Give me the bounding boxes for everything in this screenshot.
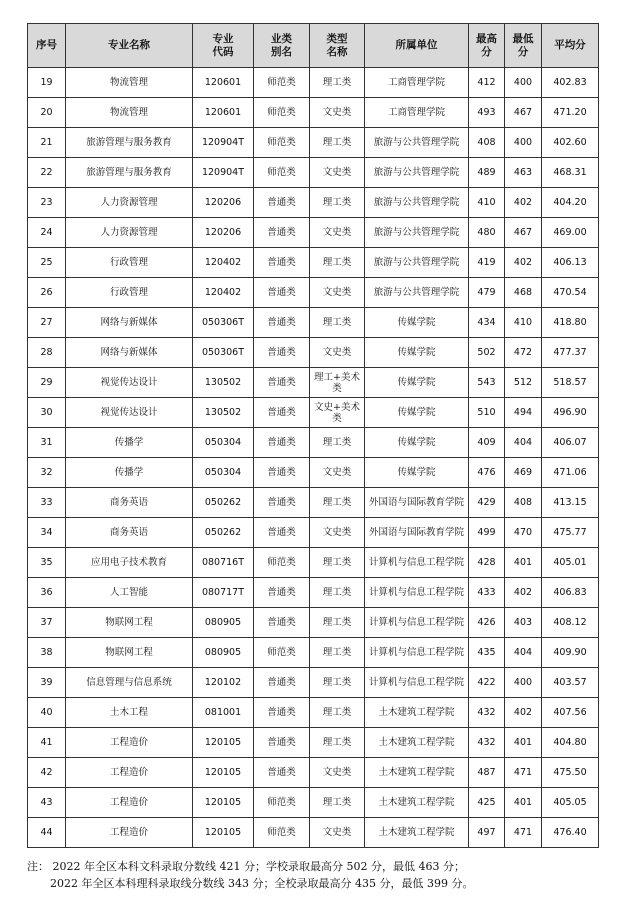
cell-major-code: 050304 [193,458,254,488]
cell-avg-score: 413.15 [542,488,599,518]
cell-major-name: 网络与新媒体 [66,338,193,368]
cell-no: 36 [28,578,66,608]
cell-category: 普通类 [254,398,310,428]
cell-type: 理工类 [310,308,365,338]
cell-max-score: 419 [469,248,505,278]
cell-no: 29 [28,368,66,398]
cell-avg-score: 404.20 [542,188,599,218]
cell-major-code: 050304 [193,428,254,458]
header-no [28,24,66,68]
header-major-name [66,24,193,68]
cell-no: 32 [28,458,66,488]
cell-no: 19 [28,68,66,98]
header-text: 名称 [326,45,348,58]
cell-type: 理工类 [310,428,365,458]
header-text: 业类 [271,32,292,45]
cell-category: 普通类 [254,488,310,518]
cell-major-code: 130502 [193,368,254,398]
header-text: 专业 [212,32,234,45]
cell-avg-score: 407.56 [542,698,599,728]
cell-no: 21 [28,128,66,158]
cell-avg-score: 408.12 [542,608,599,638]
cell-major-name: 旅游管理与服务教育 [66,128,193,158]
admission-scores-table [27,23,599,848]
cell-avg-score: 402.83 [542,68,599,98]
cell-min-score: 408 [505,488,542,518]
table-row [28,218,599,248]
table-row [28,788,599,818]
cell-major-code: 081001 [193,698,254,728]
table-row [28,368,599,398]
cell-min-score: 494 [505,398,542,428]
table-row [28,68,599,98]
cell-category: 师范类 [254,68,310,98]
cell-type: 理工类 [310,128,365,158]
cell-category: 普通类 [254,758,310,788]
cell-max-score: 408 [469,128,505,158]
cell-category: 普通类 [254,608,310,638]
cell-unit: 工商管理学院 [365,98,469,128]
cell-min-score: 463 [505,158,542,188]
cell-avg-score: 406.13 [542,248,599,278]
cell-min-score: 470 [505,518,542,548]
cell-category: 普通类 [254,338,310,368]
cell-category: 普通类 [254,308,310,338]
table-row [28,248,599,278]
header-text: 别名 [271,45,292,58]
cell-major-name: 视觉传达设计 [66,368,193,398]
cell-type: 理工类 [310,578,365,608]
header-category [254,24,310,68]
cell-no: 38 [28,638,66,668]
header-min-score [505,24,542,68]
cell-max-score: 480 [469,218,505,248]
table-row [28,668,599,698]
cell-avg-score: 406.83 [542,578,599,608]
cell-type: 理工类 [310,608,365,638]
cell-unit: 计算机与信息工程学院 [365,548,469,578]
cell-unit: 旅游与公共管理学院 [365,218,469,248]
cell-unit: 旅游与公共管理学院 [365,158,469,188]
cell-unit: 外国语与国际教育学院 [365,518,469,548]
cell-max-score: 434 [469,308,505,338]
header-text: 最低 [512,32,534,45]
cell-major-name: 商务英语 [66,518,193,548]
cell-major-code: 120601 [193,98,254,128]
footnote-line-2: 2022 年全区本科理科录取线分数线 343 分；全校录取最高分 435 分，最低 399 分。 [50,877,474,890]
cell-no: 25 [28,248,66,278]
cell-type: 文史类 [310,758,365,788]
cell-no: 43 [28,788,66,818]
cell-no: 26 [28,278,66,308]
cell-major-name: 网络与新媒体 [66,308,193,338]
cell-category: 普通类 [254,578,310,608]
table-row [28,278,599,308]
cell-major-name: 应用电子技术教育 [66,548,193,578]
cell-max-score: 426 [469,608,505,638]
header-text: 分 [481,45,492,58]
cell-major-code: 050262 [193,488,254,518]
cell-no: 27 [28,308,66,338]
cell-max-score: 432 [469,728,505,758]
cell-unit: 计算机与信息工程学院 [365,608,469,638]
cell-major-name: 传播学 [66,458,193,488]
cell-max-score: 425 [469,788,505,818]
cell-major-code: 080905 [193,608,254,638]
cell-no: 22 [28,158,66,188]
cell-major-name: 行政管理 [66,278,193,308]
cell-major-name: 信息管理与信息系统 [66,668,193,698]
cell-category: 普通类 [254,698,310,728]
table-row [28,488,599,518]
cell-major-name: 物联网工程 [66,608,193,638]
table-row [28,428,599,458]
cell-max-score: 487 [469,758,505,788]
cell-major-code: 120206 [193,218,254,248]
cell-max-score: 429 [469,488,505,518]
cell-major-code: 120102 [193,668,254,698]
cell-major-code: 120402 [193,248,254,278]
table-row [28,98,599,128]
table-row [28,188,599,218]
cell-no: 31 [28,428,66,458]
cell-major-name: 旅游管理与服务教育 [66,158,193,188]
cell-avg-score: 476.40 [542,818,599,848]
cell-no: 37 [28,608,66,638]
cell-no: 41 [28,728,66,758]
table-row [28,578,599,608]
cell-min-score: 410 [505,308,542,338]
cell-major-code: 080717T [193,578,254,608]
cell-max-score: 435 [469,638,505,668]
cell-avg-score: 470.54 [542,278,599,308]
cell-no: 28 [28,338,66,368]
cell-type: 文史类 [310,158,365,188]
footnote [27,858,607,892]
cell-category: 普通类 [254,278,310,308]
cell-unit: 土木建筑工程学院 [365,728,469,758]
cell-avg-score: 477.37 [542,338,599,368]
cell-category: 师范类 [254,638,310,668]
table-row [28,728,599,758]
cell-category: 普通类 [254,458,310,488]
cell-type: 文史类 [310,338,365,368]
cell-min-score: 404 [505,638,542,668]
cell-type: 文史类 [310,98,365,128]
table-row [28,608,599,638]
table-row [28,338,599,368]
cell-major-code: 050306T [193,308,254,338]
cell-type: 理工类 [310,188,365,218]
cell-category: 师范类 [254,128,310,158]
cell-avg-score: 496.90 [542,398,599,428]
cell-category: 师范类 [254,98,310,128]
cell-unit: 土木建筑工程学院 [365,758,469,788]
cell-min-score: 400 [505,68,542,98]
cell-type: 理工类 [310,788,365,818]
cell-no: 30 [28,398,66,428]
cell-major-code: 050306T [193,338,254,368]
cell-min-score: 467 [505,218,542,248]
cell-major-name: 物流管理 [66,98,193,128]
cell-avg-score: 471.20 [542,98,599,128]
cell-type: 文史类 [310,278,365,308]
admission-scores-sheet [27,23,599,848]
cell-max-score: 428 [469,548,505,578]
cell-unit: 工商管理学院 [365,68,469,98]
cell-type: 理工类 [310,68,365,98]
cell-no: 33 [28,488,66,518]
cell-avg-score: 418.80 [542,308,599,338]
cell-category: 师范类 [254,788,310,818]
cell-type: 理工类 [310,248,365,278]
header-unit [365,24,469,68]
cell-unit: 传媒学院 [365,398,469,428]
cell-category: 普通类 [254,248,310,278]
cell-max-score: 543 [469,368,505,398]
cell-major-code: 120206 [193,188,254,218]
header-text: 类型 [326,32,348,45]
cell-type: 文史类 [310,218,365,248]
cell-category: 普通类 [254,368,310,398]
cell-major-name: 行政管理 [66,248,193,278]
cell-major-name: 人力资源管理 [66,188,193,218]
cell-category: 普通类 [254,428,310,458]
cell-category: 普通类 [254,518,310,548]
cell-unit: 旅游与公共管理学院 [365,278,469,308]
cell-major-code: 120105 [193,758,254,788]
table-row [28,698,599,728]
cell-min-score: 401 [505,788,542,818]
cell-type: 理工+美术类 [310,368,365,398]
header-text: 分 [517,45,529,58]
cell-min-score: 471 [505,758,542,788]
cell-category: 师范类 [254,158,310,188]
header-max-score [469,24,505,68]
table-row [28,638,599,668]
cell-min-score: 400 [505,668,542,698]
cell-min-score: 402 [505,578,542,608]
cell-type: 理工类 [310,548,365,578]
cell-major-name: 工程造价 [66,818,193,848]
cell-min-score: 472 [505,338,542,368]
cell-max-score: 422 [469,668,505,698]
table-row [28,518,599,548]
cell-avg-score: 402.60 [542,128,599,158]
cell-no: 39 [28,668,66,698]
cell-avg-score: 468.31 [542,158,599,188]
cell-major-name: 物流管理 [66,68,193,98]
cell-min-score: 402 [505,698,542,728]
cell-max-score: 476 [469,458,505,488]
cell-major-code: 080905 [193,638,254,668]
cell-type: 文史+美术类 [310,398,365,428]
table-row [28,128,599,158]
cell-major-name: 传播学 [66,428,193,458]
cell-max-score: 499 [469,518,505,548]
cell-max-score: 412 [469,68,505,98]
cell-unit: 外国语与国际教育学院 [365,488,469,518]
cell-major-name: 工程造价 [66,728,193,758]
cell-unit: 土木建筑工程学院 [365,698,469,728]
cell-min-score: 402 [505,188,542,218]
cell-avg-score: 405.01 [542,548,599,578]
cell-min-score: 468 [505,278,542,308]
cell-min-score: 469 [505,458,542,488]
cell-unit: 计算机与信息工程学院 [365,668,469,698]
cell-major-code: 120904T [193,158,254,188]
cell-max-score: 489 [469,158,505,188]
cell-unit: 土木建筑工程学院 [365,818,469,848]
cell-type: 文史类 [310,458,365,488]
cell-min-score: 467 [505,98,542,128]
cell-max-score: 433 [469,578,505,608]
cell-min-score: 401 [505,548,542,578]
cell-max-score: 410 [469,188,505,218]
cell-major-code: 050262 [193,518,254,548]
cell-unit: 传媒学院 [365,428,469,458]
cell-type: 文史类 [310,518,365,548]
cell-no: 23 [28,188,66,218]
header-text: 序号 [36,39,57,51]
table-row [28,398,599,428]
table-row [28,818,599,848]
cell-major-name: 物联网工程 [66,638,193,668]
cell-major-code: 130502 [193,398,254,428]
cell-avg-score: 475.50 [542,758,599,788]
cell-type: 理工类 [310,668,365,698]
cell-max-score: 502 [469,338,505,368]
cell-min-score: 512 [505,368,542,398]
header-avg-score [542,24,599,68]
cell-category: 普通类 [254,218,310,248]
cell-major-name: 工程造价 [66,788,193,818]
cell-unit: 土木建筑工程学院 [365,788,469,818]
table-row [28,158,599,188]
cell-major-code: 120105 [193,728,254,758]
cell-unit: 传媒学院 [365,368,469,398]
cell-avg-score: 475.77 [542,518,599,548]
cell-type: 理工类 [310,638,365,668]
cell-no: 24 [28,218,66,248]
cell-unit: 旅游与公共管理学院 [365,248,469,278]
cell-max-score: 493 [469,98,505,128]
cell-type: 文史类 [310,818,365,848]
cell-category: 普通类 [254,668,310,698]
cell-min-score: 402 [505,248,542,278]
cell-major-name: 工程造价 [66,758,193,788]
cell-type: 理工类 [310,488,365,518]
cell-major-code: 120402 [193,278,254,308]
cell-no: 34 [28,518,66,548]
table-body [28,68,599,848]
cell-avg-score: 404.80 [542,728,599,758]
cell-unit: 旅游与公共管理学院 [365,128,469,158]
cell-category: 师范类 [254,548,310,578]
cell-max-score: 409 [469,428,505,458]
cell-no: 35 [28,548,66,578]
cell-major-name: 商务英语 [66,488,193,518]
cell-major-name: 土木工程 [66,698,193,728]
cell-unit: 计算机与信息工程学院 [365,638,469,668]
cell-category: 普通类 [254,728,310,758]
header-text: 专业名称 [108,39,150,51]
cell-no: 20 [28,98,66,128]
cell-avg-score: 405.05 [542,788,599,818]
cell-avg-score: 406.07 [542,428,599,458]
cell-no: 40 [28,698,66,728]
cell-major-code: 120601 [193,68,254,98]
cell-min-score: 403 [505,608,542,638]
table-row [28,308,599,338]
cell-min-score: 471 [505,818,542,848]
cell-no: 44 [28,818,66,848]
header-text: 最高 [476,32,497,45]
cell-min-score: 404 [505,428,542,458]
cell-max-score: 497 [469,818,505,848]
cell-major-name: 人力资源管理 [66,218,193,248]
header-major-code [193,24,254,68]
cell-avg-score: 469.00 [542,218,599,248]
table-row [28,548,599,578]
header-text: 代码 [212,45,234,58]
cell-type: 理工类 [310,698,365,728]
cell-major-code: 120904T [193,128,254,158]
cell-category: 师范类 [254,818,310,848]
cell-max-score: 479 [469,278,505,308]
header-text: 平均分 [554,39,586,51]
footnote-line-1: 注： 2022 年全区本科文科录取分数线 421 分；学校录取最高分 502 分，最低 463 分； [27,860,465,873]
cell-major-code: 120105 [193,818,254,848]
cell-unit: 传媒学院 [365,458,469,488]
header-text: 所属单位 [395,39,438,51]
cell-major-name: 人工智能 [66,578,193,608]
cell-type: 理工类 [310,728,365,758]
cell-avg-score: 409.90 [542,638,599,668]
cell-major-code: 080716T [193,548,254,578]
cell-major-name: 视觉传达设计 [66,398,193,428]
cell-max-score: 432 [469,698,505,728]
cell-avg-score: 403.57 [542,668,599,698]
cell-unit: 计算机与信息工程学院 [365,578,469,608]
cell-no: 42 [28,758,66,788]
cell-unit: 传媒学院 [365,338,469,368]
cell-max-score: 510 [469,398,505,428]
cell-min-score: 401 [505,728,542,758]
table-row [28,758,599,788]
cell-avg-score: 471.06 [542,458,599,488]
table-row [28,458,599,488]
cell-min-score: 400 [505,128,542,158]
cell-major-code: 120105 [193,788,254,818]
cell-category: 普通类 [254,188,310,218]
cell-avg-score: 518.57 [542,368,599,398]
table-header-row [28,24,599,68]
cell-unit: 旅游与公共管理学院 [365,188,469,218]
header-type [310,24,365,68]
cell-unit: 传媒学院 [365,308,469,338]
